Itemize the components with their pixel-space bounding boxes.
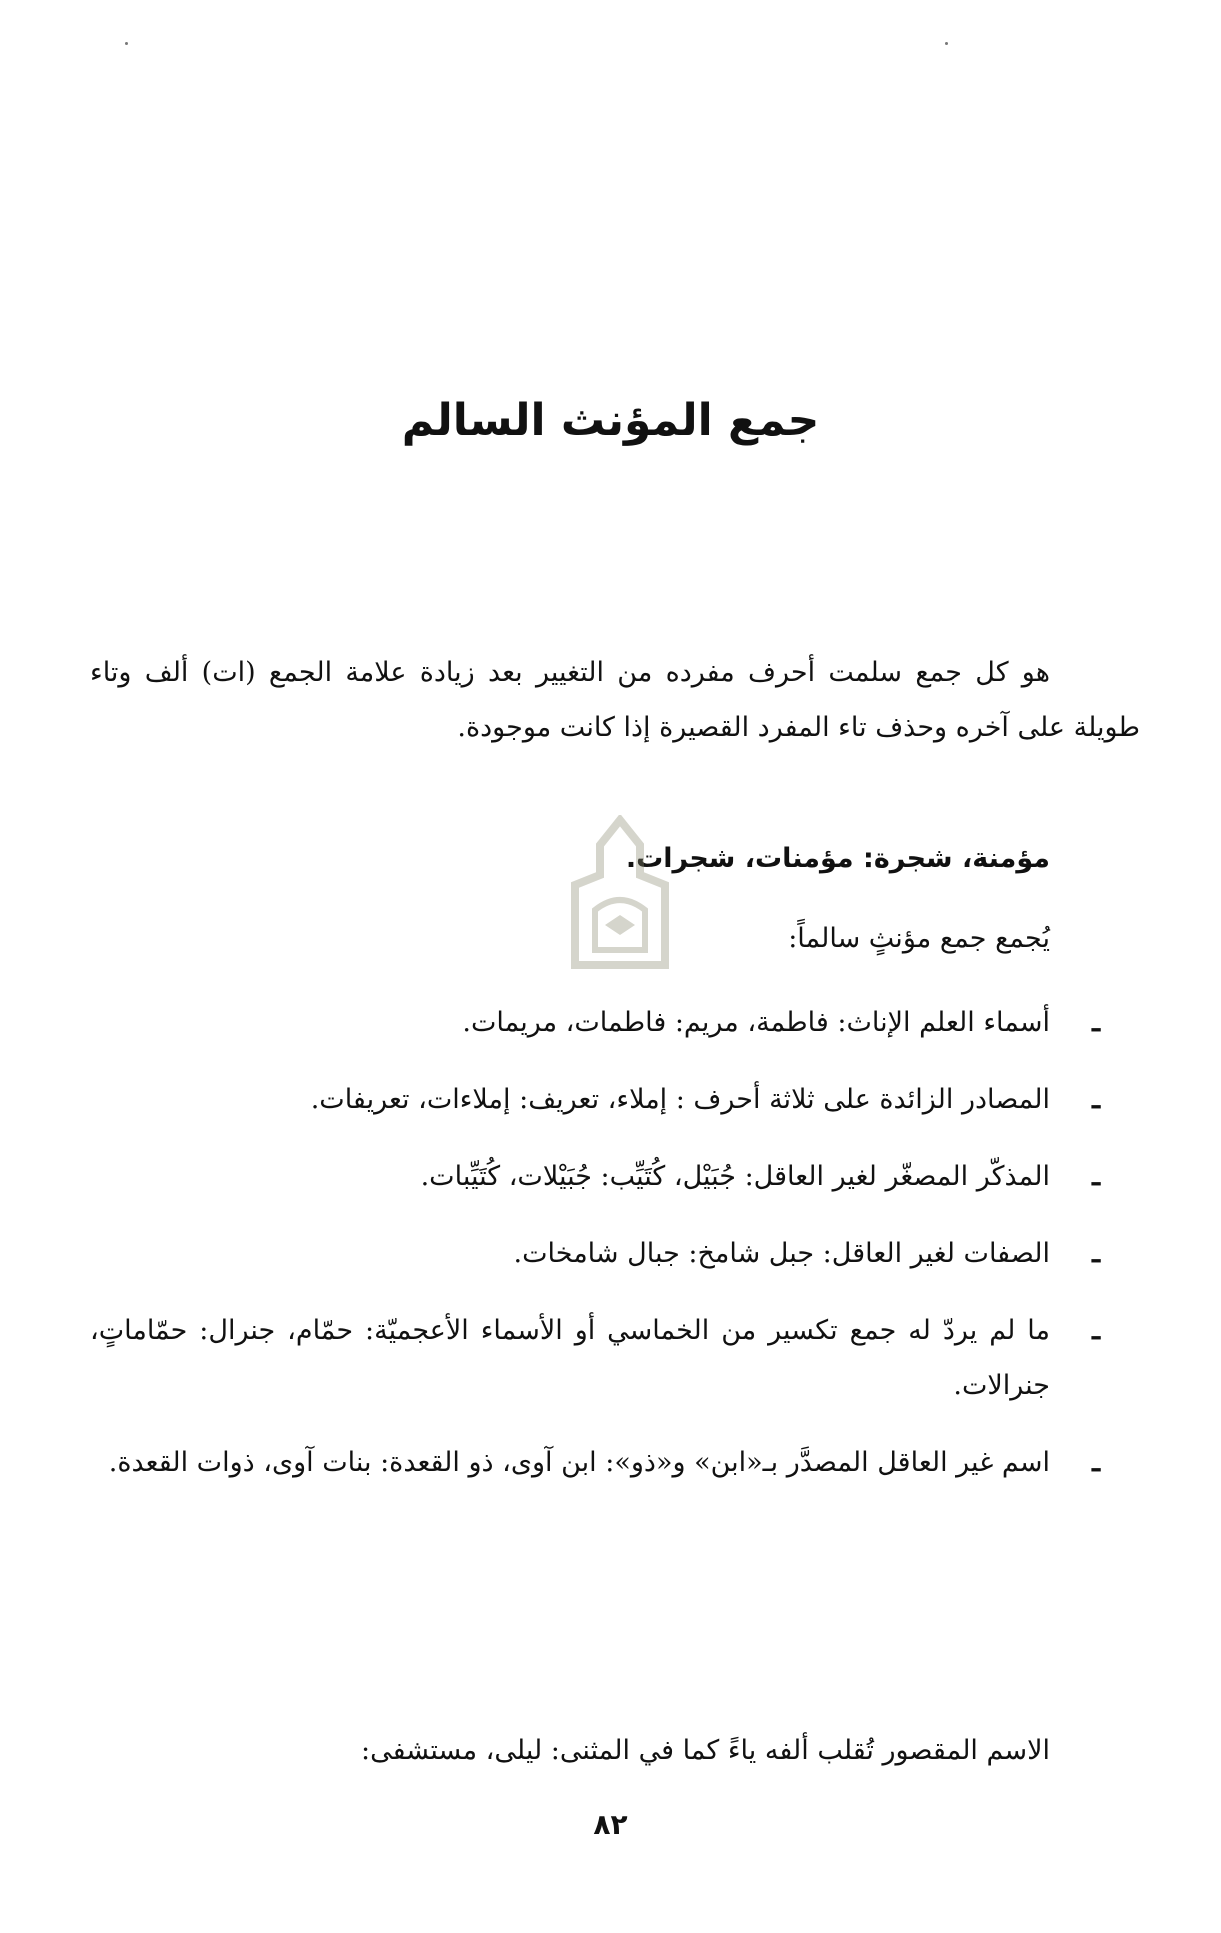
page-title: جمع المؤنث السالم — [401, 395, 820, 446]
list-item — [90, 995, 1140, 1050]
list-item-text: المصادر الزائدة على ثلاثة أحرف : إملاء، تعريف: إملاءات، تعريفات. — [310, 1084, 1050, 1115]
list-item — [90, 1303, 1140, 1413]
intro-paragraph: هو كل جمع سلمت أحرف مفرده من التغيير بعد زيادة علامة الجمع (ات) ألف وتاء طويلة على آخره وحذف تاء المفرد القصيرة إذا كانت موجودة. — [90, 657, 1140, 743]
list-dash: ـ — [1092, 1007, 1100, 1038]
list-item — [90, 1072, 1140, 1127]
list-dash: ـ — [1092, 1238, 1100, 1269]
example-line: مؤمنة، شجرة: مؤمنات، شجرات. — [625, 843, 1050, 874]
page-number: ٨٢ — [593, 1808, 628, 1841]
subheading: يُجمع جمع مؤنثٍ سالماً: — [788, 923, 1050, 954]
list-item — [90, 1435, 1140, 1490]
list-dash: ـ — [1092, 1447, 1100, 1478]
list-item-text: اسم غير العاقل المصدَّر بـ«ابن» و«ذو»: ابن آوى، ذو القعدة: بنات آوى، ذوات القعدة. — [108, 1447, 1050, 1478]
scan-speck — [945, 42, 948, 45]
scan-speck — [125, 42, 128, 45]
list-item — [90, 1226, 1140, 1281]
last-line: الاسم المقصور تُقلب ألفه ياءً كما في المثنى: ليلى، مستشفى: — [361, 1735, 1050, 1766]
list-item-text: ما لم يردّ له جمع تكسير من الخماسي أو الأسماء الأعجميّة: حمّام، جنرال: حمّاماتٍ، جنرالات. — [90, 1315, 1050, 1401]
rule-list — [90, 995, 1140, 1512]
list-dash: ـ — [1092, 1084, 1100, 1115]
list-item — [90, 1149, 1140, 1204]
list-item-text: أسماء العلم الإناث: فاطمة، مريم: فاطمات، مريمات. — [462, 1007, 1050, 1038]
list-item-text: الصفات لغير العاقل: جبل شامخ: جبال شامخات. — [513, 1238, 1050, 1269]
list-item-text: المذكّر المصغّر لغير العاقل: جُبَيْل، كُتَيِّب: جُبَيْلات، كُتَيِّبات. — [420, 1161, 1050, 1192]
list-dash: ـ — [1092, 1315, 1100, 1346]
list-dash: ـ — [1092, 1161, 1100, 1192]
